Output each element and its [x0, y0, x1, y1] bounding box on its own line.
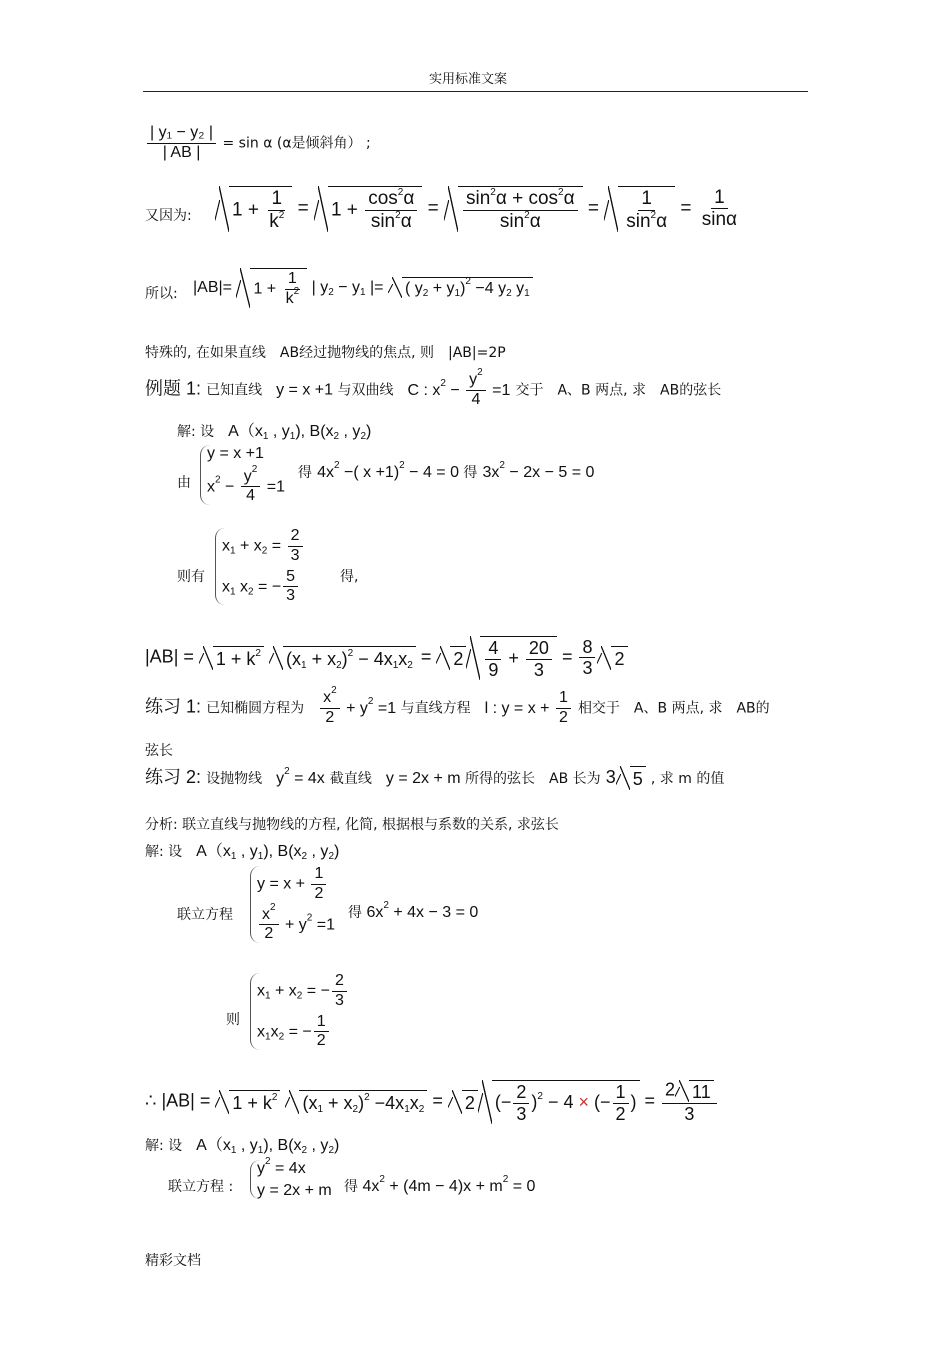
formula-line-2: 1 + $\frac{1}{k^2}$ = 1 + $\frac{\cos^2\alpha}{\sin^2\alpha}$ = $\frac{\sin^2\alpha + \cos^2\alpha}{\sin^2\alpha}$ = $\frac{1}{\sin^2\alpha}$ = $\frac{1}{\sin\alpha}$: [215, 186, 742, 232]
page-header: 实用标准文案: [429, 72, 508, 87]
solution-2-set: 解: 设 $A(x_1$ , $y_1$), $B(x_2$ , $y_2$): [145, 843, 340, 862]
result-3: 得 $4x^2 + (4m - 4)x + m^2 = 0$: [344, 1174, 536, 1195]
practice-1-text-d: 弦长: [145, 743, 173, 759]
practice-1-title: 练习 1:: [145, 696, 202, 717]
label-de2: 得,: [340, 569, 359, 585]
analysis-text: 分析: 联立直线与抛物线的方程, 化简, 根据根与系数的关系, 求弦长: [145, 817, 559, 833]
ab-label: |AB|=: [193, 279, 232, 297]
practice-1-line: 练习 1: 已知椭圆方程为 $\frac{x^2}{2}$ + $y^2 =1$ 与直线方程 l : y = x + $\frac{1}{2}$ 相交于 A、B 两点, 求 AB的: [145, 685, 770, 726]
label-you: 由: [177, 475, 191, 491]
practice-2-text-b: 截直线: [329, 771, 372, 787]
solution-3-label: 解: 设: [145, 1138, 183, 1154]
practice-2-title: 练习 2:: [145, 767, 202, 787]
solution-1-set: 解: 设 $A(x_1$ , $y_1$), $B(x_2$ , $y_2$): [177, 423, 372, 442]
label-lianli: 联立方程: [177, 907, 233, 923]
system-1: y = x +1 $x^2$ − $\frac{y^2}{4}$ =1: [200, 445, 285, 505]
fraction-denominator: | AB |: [162, 143, 201, 161]
chord-length-2: ∴ $|AB| = 1 + k^2$ $(x_1 + x_2)^2 -4x_1x_2 = 2$ (− $\frac{2}{3}$ )$^2$ − 4 × (− $\frac{1}{2}$ ) = $\frac{2 11}{3}$: [145, 1080, 719, 1124]
label-de: 得: [298, 465, 312, 481]
label-suoyi: 所以:: [145, 286, 178, 302]
example-1-title: 例题 1:: [145, 378, 202, 399]
practice-1-text-c: 相交于 A、B 两点, 求 AB的: [577, 700, 770, 717]
header-divider: [143, 91, 808, 92]
system-3: $y^2 = 4x$ y = 2x + m: [250, 1160, 332, 1199]
special-case-text: 特殊的, 在如果直线 AB经过抛物线的焦点, 则 |AB|=2P: [145, 345, 506, 361]
result-2: 得 $6x^2 + 4x - 3 = 0$: [348, 900, 479, 921]
solution-label: 解: 设: [177, 424, 215, 440]
chord-length-1: $|AB| = 1 + k^2$ $(x_1 + x_2)^2 - 4x_1x_2 = 2$ $\frac{4}{9}$ + $\frac{20}{3}$ = $\frac{8}{3}$ 2: [145, 636, 628, 680]
inclination-note: = sin α (α是倾斜角） ;: [222, 135, 371, 152]
page-footer: 精彩文档: [145, 1253, 201, 1269]
label-zeyou: 则有: [177, 569, 205, 585]
vieta-system-1: $x_1 + x_2$ = $\frac{2}{3}$ $x_1$ $x_2$ = − $\frac{5}{3}$: [215, 528, 305, 605]
practice-1-text-b: 与直线方程: [400, 700, 471, 717]
label-youyinwei: 又因为:: [145, 208, 192, 224]
example-1-line: 例题 1: 已知直线 y = x +1 与双曲线 C : $x^2$ − $\frac{y^2}{4}$ =1 交于 A、B 两点, 求 AB的弦长: [145, 367, 722, 408]
example-1-text-c: 交于 A、B 两点, 求 AB的弦长: [515, 382, 722, 399]
formula-line-3: |AB|= 1 + $\frac{1}{k^2}$ | $y_2 - y_1$ |= ( $y_2 + y_1)^2 -4$ $y_2$ $y_1$: [193, 268, 533, 308]
label-ze: 则: [226, 1012, 240, 1028]
example-1-text-a: 已知直线: [206, 382, 263, 399]
result-1: 得 $4x^2$ −( x +1)$^2$ − 4 = 0 得 $3x^2 - 2x - 5 = 0$: [298, 460, 595, 481]
solution-3-set: 解: 设 $A(x_1$ , $y_1$), $B(x_2$ , $y_2$): [145, 1137, 340, 1156]
practice-2-text-d: , 求 m 的值: [650, 771, 725, 787]
solution-2-label: 解: 设: [145, 844, 183, 860]
example-1-text-b: 与双曲线: [337, 382, 394, 399]
practice-2-text-c: 所得的弦长 AB 长为: [465, 771, 601, 787]
fraction-numerator: | y₁ − y₂ |: [147, 125, 216, 144]
practice-1-text-a: 已知椭圆方程为: [206, 700, 305, 717]
practice-2-text-a: 设抛物线: [206, 771, 263, 787]
formula-line-1: [145, 125, 371, 162]
vieta-system-2: $x_1 + x_2$ = − $\frac{2}{3}$ $x_1x_2$ = − $\frac{1}{2}$: [250, 973, 349, 1050]
system-2: y = x + $\frac{1}{2}$ $\frac{x^2}{2}$ + $y^2 =1$: [250, 866, 335, 943]
label-lianli-2: 联立方程 :: [168, 1179, 234, 1195]
practice-2-line: 练习 2: 设抛物线 $y^2 = 4x$ 截直线 y = 2x + m 所得的弦长 AB 长为 3 5 , 求 m 的值: [145, 766, 725, 790]
